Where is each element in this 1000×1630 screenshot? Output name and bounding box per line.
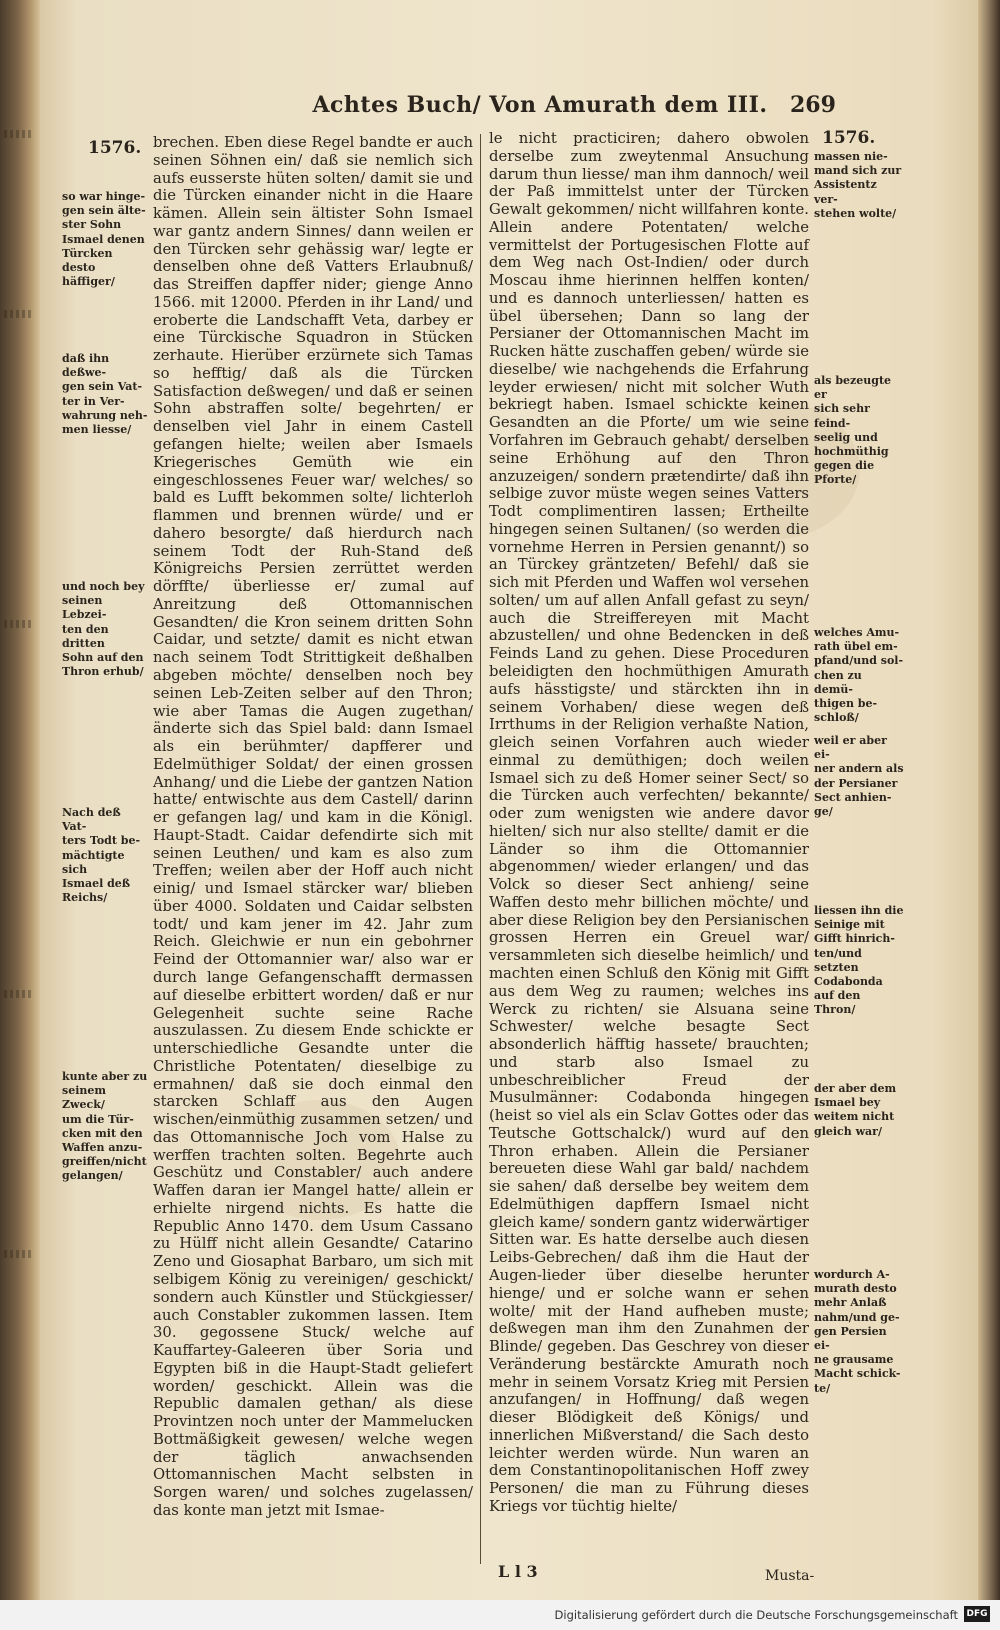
book-gutter-left (0, 0, 40, 1630)
margin-note-left: kunte aber zu seinem Zweck/ um die Tür- cken mit den Waffen anzu- greiffen/nicht gelangen/ (62, 1070, 148, 1183)
dfg-logo-icon: DFG (964, 1606, 990, 1622)
bleed-through-marks (4, 310, 34, 318)
margin-note-left: Nach deß Vat- ters Todt be- mächtigte sich Ismael deß Reichs/ (62, 806, 141, 905)
margin-note-left: und noch bey seinen Lebzei- ten den dritten Sohn auf den Thron erhub/ (62, 580, 145, 679)
bleed-through-marks (4, 990, 34, 998)
year-marker-right: 1576. (822, 128, 876, 148)
bleed-through-marks (4, 1250, 34, 1258)
bleed-through-marks (4, 130, 34, 138)
margin-note-right: wordurch A- murath desto mehr Anlaß nahm/und ge- gen Persien ei- ne grausame Macht schick- te/ (814, 1268, 901, 1395)
digitization-footer (0, 1600, 1000, 1630)
text-column-right (489, 130, 809, 1560)
body-text: brechen. Eben diese Regel bandte er auch seinen Söhnen ein/ daß sie nemlich sich aufs eusserste hüten solten/ damit sie und die Türcken einander nicht in die Haare kämen. Allein sein ältister Sohn Ismael war gantz andern Sinnes/ dann weilen er den Türcken sehr gehässig war/ legte er denselben ohne deß Vatters Erlaubnuß/ das Streiffen dapffer nider; gienge Anno 1566. mit 12000. Pferden in ihr Land/ und eroberte die Landschafft Veta, darbey er eine Türckische Squadron in Stücken zerhaute. Hierüber erzürnete sich Tamas so hefftig/ daß als die Türcken Satisfaction deßwegen/ und daß er seinen Sohn abstraffen solte/ begehrten/ er denselben viel Jahr in einem Castell gefangen hielte; weilen aber Ismaels Kriegerisches Gemüth wie ein eingeschlossenes Feuer war/ welches/ so bald es Lufft bekommen solte/ lichterloh flammen und brennen würde/ und er dahero besorgte/ daß hierdurch nach seinem Todt der Ruh-Stand deß Königreichs Persien zerrüttet werden dörffte/ überliesse er/ zumal auf Anreitzung deß Ottomannischen Gesandten/ die Kron seinem dritten Sohn Caidar, und setzte/ damit es nicht etwan nach seinem Todt Strittigkeit deßhalben abgeben möchte/ denselben noch bey seinen Leb-Zeiten selber auf den Thron; wie aber Tamas die Augen zugethan/ änderte sich das Spiel bald: dann Ismael als ein berühmter/ dapfferer und Edelmüthiger Soldat/ der einen grossen Anhang/ und die Liebe der gantzen Nation hatte/ entwischte aus dem Castell/ darinn er gefangen lag/ und kam in die Königl. Haupt-Stadt. Caidar defendirte sich mit seinen Leuthen/ und kam es also zum Treffen; weilen aber der Hoff auch nicht einig/ und Ismael stärcker war/ blieben über 4000. Soldaten und Caidar selbsten todt/ und kam jener im 42. Jahr zum Reich. Gleichwie er nun ein gebohrner Feind der Ottomannier war/ also war er durch lange Gefangenschafft dermassen auf dieselbe erbittert worden/ daß er nur Gelegenheit suchte seine Rache auszulassen. Zu diesem Ende schickte er unterschiedliche Gesandte unter die Christliche Potentaten/ dieselbige zu ermahnen/ daß sie doch einmal den starcken Schlaff aus den Augen wischen/einmüthig zusammen setzen/ und das Ottomannische Joch vom Halse zu werffen trachten solten. Begehrte auch Geschütz und Constabler/ auch andere Waffen daran ier Mangel hatte/ allein er erhielte nirgend nichts. Es hatte die Republic Anno 1470. dem Usum Cassano zu Hülff nicht allein Gesandte/ Catarino Zeno und Giosaphat Barbaro, um sich mit selbigem König zu vereinigen/ geschickt/ sondern auch Künstler und Stückgiesser/ auch Constabler zukommen lassen. Item 30. gegossene Stuck/ welche auf Kauffartey-Galeeren über Soria und Egypten biß in die Haupt-Stadt geliefert worden/ geschickt. Allein was die Republic damalen gethan/ als diese Provintzen noch unter der Mammelucken Bottmäßigkeit gewesen/ welche wegen der täglich anwachsenden Ottomannischen Macht selbsten in Sorgen waren/ und solches zugelassen/ das konte man jetzt mit Ismae- (153, 134, 473, 1519)
page-number: 269 (790, 92, 836, 118)
margin-note-left: daß ihn deßwe- gen sein Vat- ter in Ver- wahrung neh- men liesse/ (62, 352, 148, 437)
body-text: le nicht practiciren; dahero obwolen derselbe zum zweytenmal Ansuchung darum thun liesse/ man ihm dannoch/ weil der Paß immittelst unter der Türcken Gewalt gekommen/ nicht willfahren konte. Allein andere Potentaten/ welche vermittelst der Portugesischen Flotte auf dem Weg nach Ost-Indien/ oder durch Moscau ihme hierinnen helffen konten/ und es dannoch unterliessen/ hatten es übel übersehen; Dann so lang der Persianer der Ottomannischen Macht im Rucken hätte zuschaffen geben/ würde sie dieselbe/ wie nachgehends die Erfahrung leyder erwiesen/ nicht mit solcher Wuth bekriegt haben. Ismael schickte keinen Gesandten an die Pforte/ um wie seine Vorfahren im Gebrauch gehabt/ derselben seine Erhöhung auf den Thron anzuzeigen/ sondern prætendirte/ daß ihn selbige zuvor müste wegen seines Vatters Todt complimentiren lassen; Ertheilte hingegen seinen Sultanen/ (so werden die vornehme Herren in Persien genannt/) so an Türckey gräntzeten/ Befehl/ daß sie sich mit Pferden und Waffen wol versehen solten/ um auf allen Anfall gefast zu seyn/ auch die Streiffereyen mit Macht abzustellen/ und ohne Bedencken in deß Feinds Land zu gehen. Diese Proceduren beleidigten den hochmüthigen Amurath aufs hässtigste/ und stärckten ihn in seinem Vorhaben/ diese wegen deß Irrthums in der Religion verhaßte Nation, gleich seinen Vorfahren auch wieder einmal zu demüthigen; doch weilen Ismael sich zu deß Homer seiner Sect/ so die Türcken auch verfechten/ bekannte/ oder zum wenigsten wie andere davor hielten/ sich nur also stellte/ damit er die Länder so ihm die Ottomannier abgenommen/ wieder erlangen/ und das Volck so dieser Sect anhieng/ seine Waffen desto mehr billichen möchte/ und aber diese Religion bey den Persianischen grossen Herren ein Greuel war/ versammleten sich dieselbe heimlich/ und machten einen Schluß den König mit Gifft aus dem Weg zu raumen; welches ins Werck zu richten/ sie Alsuana seine Schwester/ welche besagte Sect absonderlich häfftig hassete/ brauchten; und starb also Ismael zu unbeschreiblicher Freud der Musulmänner: Codabonda hingegen (heist so viel als ein Sclav Gottes oder das Teutsche Gottschalck/) wurd auf den Thron erhaben. Allein die Persianer bereueten diese Wahl gar bald/ nachdem sie sahen/ daß derselbe bey weitem dem Edelmüthigen dapffern Ismael nicht gleich kame/ sondern gantz widerwärtiger Sitten war. Es hatte derselbe auch diesen Leibs-Gebrechen/ daß ihm die Haut der Augen-lieder über dieselbe herunter hienge/ und er solche wann er sehen wolte/ mit der Hand aufheben muste; deßwegen man ihm den Zunahmen der Blinde/ gegeben. Das Geschrey von dieser Veränderung bestärckte Amurath noch mehr in seinem Vorsatz Krieg mit Persien anzufangen/ in Hoffnung/ daß wegen dieser Blödigkeit deß Königs/ und innerlichen Mißverstand/ die Sach desto leichter werden würde. Nun waren an dem Constantinopolitanischen Hoff zwey Personen/ die man zu Führung dieses Kriegs vor tüchtig hielte/ (489, 130, 809, 1515)
catchword: Musta- (765, 1568, 815, 1584)
text-column-left (153, 134, 473, 1554)
funding-credit: Digitalisierung gefördert durch die Deutsche Forschungsgemeinschaft (554, 1608, 958, 1622)
book-edge-right (978, 0, 1000, 1630)
year-marker-left: 1576. (88, 138, 142, 158)
margin-note-right: welches Amu- rath übel em- pfand/und sol- chen zu demü- thigen be- schloß/ (814, 626, 904, 725)
margin-note-right: massen nie- mand sich zur Assistentz ver- stehen wolte/ (814, 150, 902, 220)
running-head: Achtes Buch/ Von Amurath dem III. (312, 92, 768, 118)
margin-note-right: weil er aber ei- ner andern als der Persianer Sect anhien- ge/ (814, 734, 904, 819)
column-divider (480, 134, 481, 1564)
margin-note-right: als bezeugte er sich sehr feind- seelig und hochmüthig gegen die Pforte/ (814, 374, 892, 487)
signature-mark: L l 3 (498, 1562, 538, 1581)
margin-note-right: liessen ihn die Seinige mit Gifft hinrich- ten/und setzten Codabonda auf den Thron/ (814, 904, 904, 1017)
margin-note-right: der aber dem Ismael bey weitem nicht gleich war/ (814, 1082, 897, 1138)
bleed-through-marks (4, 620, 34, 628)
margin-note-left: so war hinge- gen sein älte- ster Sohn Ismael denen Türcken desto häffiger/ (62, 190, 146, 289)
